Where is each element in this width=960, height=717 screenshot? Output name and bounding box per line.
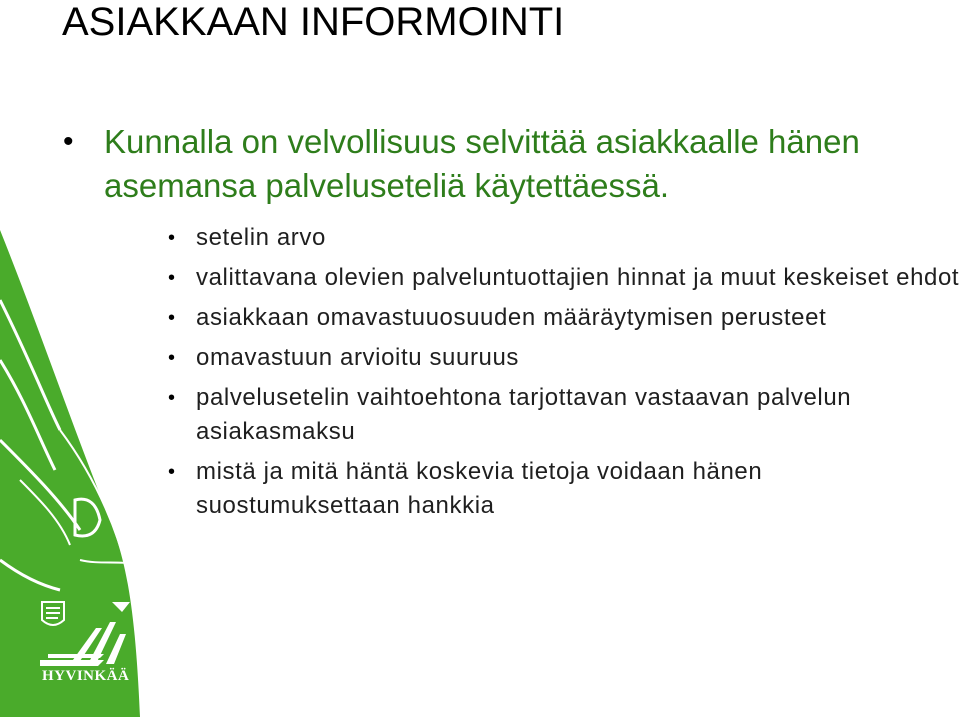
main-point: [63, 120, 924, 208]
sub-bullet: •: [168, 347, 176, 369]
sub-point-omavastuuosuus: [168, 301, 960, 335]
sub-point-text: palvelusetelin vaihtoehtona tarjottavan vastaavan palvelun asiakasmaksu: [196, 384, 852, 445]
main-bullet: •: [63, 125, 74, 158]
sub-bullet: •: [168, 307, 176, 329]
sub-point-asiakasmaksu: [168, 381, 960, 449]
sub-point-omavastuun-suuruus: [168, 341, 960, 375]
sub-point-tietojen-hankinta: [168, 455, 960, 523]
sub-point-text: asiakkaan omavastuuosuuden määräytymisen perusteet: [196, 304, 827, 331]
sub-point-text: setelin arvo: [196, 224, 326, 251]
logo-text: HYVINKÄÄ: [42, 668, 130, 684]
slide-title: ASIAKKAAN INFORMOINTI: [62, 0, 565, 44]
sub-point-text: mistä ja mitä häntä koskevia tietoja voidaan hänen suostumuksettaan hankkia: [196, 458, 763, 519]
sub-bullet: •: [168, 387, 176, 409]
sub-bullet: •: [168, 227, 176, 249]
sub-bullet: •: [168, 267, 176, 289]
sub-point-text: omavastuun arvioitu suuruus: [196, 344, 520, 371]
sub-point-list: [168, 221, 960, 529]
main-point-text: Kunnalla on velvollisuus selvittää asiakkaalle hänen asemansa palveluseteliä käytettäessä.: [104, 123, 860, 204]
sub-point-text: valittavana olevien palveluntuottajien hinnat ja muut keskeiset ehdot: [196, 264, 960, 291]
sub-bullet: •: [168, 461, 176, 483]
sub-point-hinnat: [168, 261, 960, 295]
sub-point-setelin-arvo: [168, 221, 960, 255]
